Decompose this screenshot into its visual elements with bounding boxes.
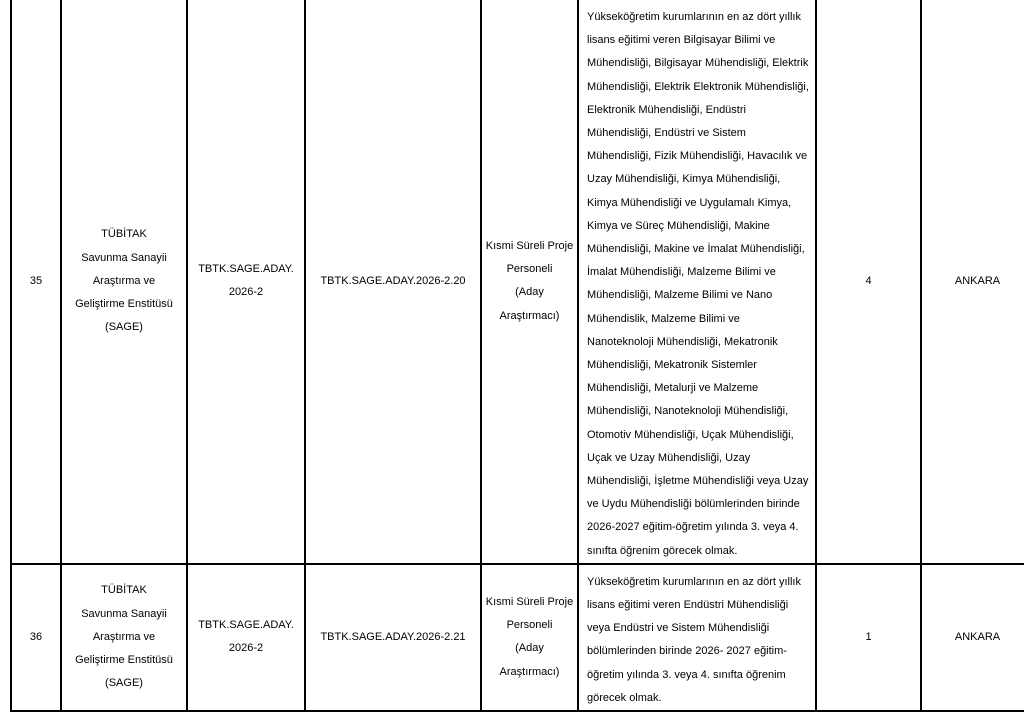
call-code-line: 2026-2 [228, 286, 264, 299]
institution-line: (SAGE) [105, 677, 143, 690]
requirement-text: Yükseköğretim kurumlarının en az dört yıllık lisans eğitimi veren Bilgisayar Bilimi ve Mühendisliği, Bilgisayar Mühendisliği, Elektrik Mühendisliği, Elektrik Elektronik Mühendisliği, Elektronik Mühendisliği, Endüstri Mühendisliği, Endüstri ve Sistem Mühendisliği, Fizik Mühendisliği, Havacılık ve Uzay Mühendisliği, Kimya Mühendisliği, Kimya Mühendisliği ve Uygulamalı Kimya, Kimya ve Süreç Mühendisliği, Makine Mühendisliği, Makine ve İmalat Mühendisliği, İmalat Mühendisliği, Malzeme Bilimi ve Mühendisliği, Malzeme Bilimi ve Nano Mühendislik, Malzeme Bilimi ve Nanoteknoloji Mühendisliği, Mekatronik Mühendisliği, Mekatronik Sistemler Mühendisliği, Metalurji ve Malzeme Mühendisliği, Nanoteknoloji Mühendisliği, Otomotiv Mühendisliği, Uçak Mühendisliği, Uçak ve Uzay Mühendisliği, Uzay Mühendisliği, İşletme Mühendisliği veya Uzay ve Uydu Mühendisliği bölümlerinden birinde 2026-2027 eğitim-öğretim yılında 3. veya 4. sınıfta öğrenim görecek olmak. [587, 11, 809, 557]
position-line: Kısmi Süreli Proje [485, 240, 574, 253]
position-line: Personeli [506, 263, 553, 276]
institution-line: (SAGE) [105, 321, 143, 334]
institution-line: Araştırma ve [92, 630, 156, 643]
institution-line: Savunma Sanayii [81, 607, 167, 620]
row-number: 36 [11, 564, 61, 711]
position-count: 1 [816, 564, 921, 711]
position-line: (Aday [515, 642, 544, 655]
table-row [11, 564, 1024, 711]
city-cell: ANKARA [921, 0, 1024, 564]
institution-cell [61, 0, 187, 564]
position-line: Araştırmacı) [499, 665, 560, 678]
position-count: 4 [816, 0, 921, 564]
call-code-cell [187, 0, 305, 564]
institution-line: Savunma Sanayii [81, 251, 167, 264]
requirement-text: Yükseköğretim kurumlarının en az dört yıllık lisans eğitimi veren Endüstri Mühendisliği veya Endüstri ve Sistem Mühendisliği bölümlerinden birinde 2026- 2027 eğitim-öğretim yılında 3. veya 4. sınıfta öğrenim görecek olmak. [587, 575, 801, 704]
call-code-line: 2026-2 [228, 642, 264, 655]
position-line: Kısmi Süreli Proje [485, 596, 574, 609]
institution-line: Araştırma ve [92, 274, 156, 287]
institution-line: TÜBİTAK [101, 228, 147, 241]
institution-cell [61, 564, 187, 711]
position-line: Araştırmacı) [499, 309, 560, 322]
city-cell: ANKARA [921, 564, 1024, 711]
requirement-cell [578, 0, 816, 564]
table-row [11, 0, 1024, 564]
position-line: (Aday [515, 286, 544, 299]
position-title-cell [481, 0, 578, 564]
institution-line: Geliştirme Enstitüsü [75, 298, 173, 311]
position-code-cell: TBTK.SAGE.ADAY.2026-2.20 [305, 0, 481, 564]
institution-line: Geliştirme Enstitüsü [75, 654, 173, 667]
position-title-cell [481, 564, 578, 711]
call-code-line: TBTK.SAGE.ADAY. [198, 619, 294, 632]
position-line: Personeli [506, 619, 553, 632]
position-code-cell: TBTK.SAGE.ADAY.2026-2.21 [305, 564, 481, 711]
institution-line: TÜBİTAK [101, 584, 147, 597]
call-code-line: TBTK.SAGE.ADAY. [198, 263, 294, 276]
call-code-cell [187, 564, 305, 711]
row-number: 35 [11, 0, 61, 564]
requirement-cell [578, 564, 816, 711]
positions-table [10, 0, 1024, 712]
